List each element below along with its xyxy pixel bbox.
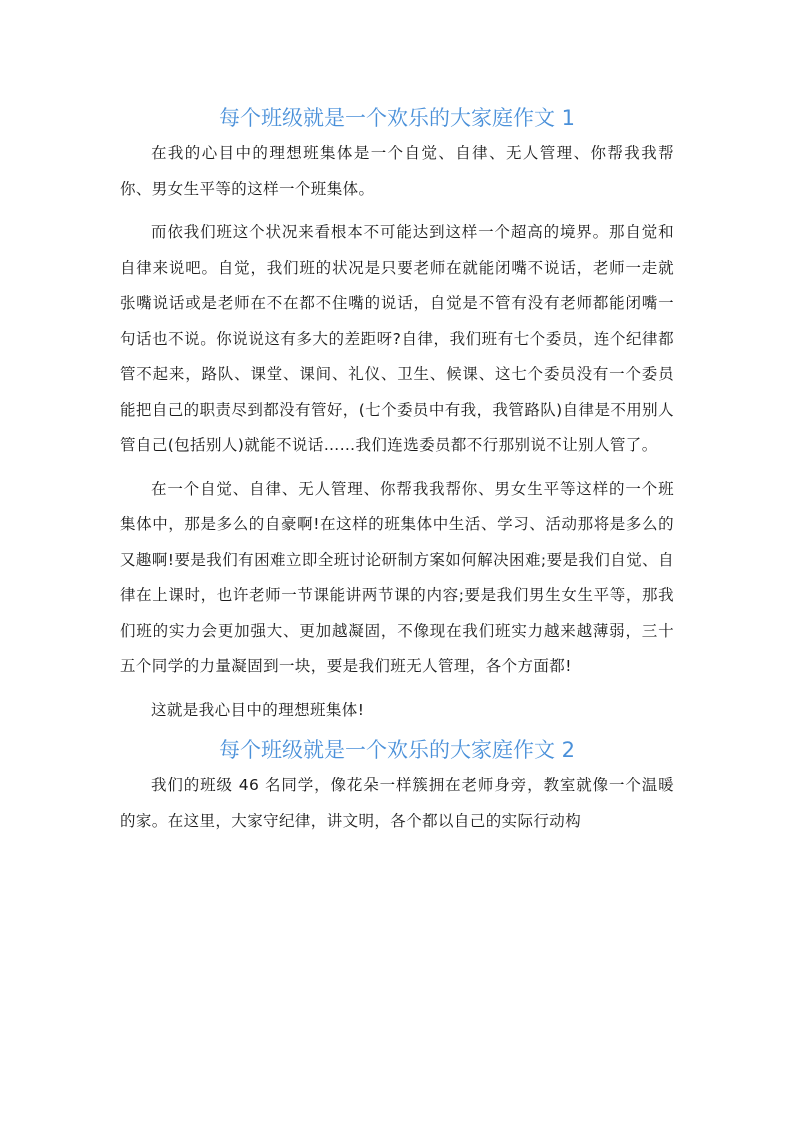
paragraph-2-1: 我们的班级 46 名同学，像花朵一样簇拥在老师身旁，教室就像一个温暖的家。在这里，大家守纪律，讲文明，各个都以自己的实际行动构: [120, 776, 674, 830]
paragraph-1-3: 在一个自觉、自律、无人管理、你帮我我帮你、男女生平等这样的一个班集体中，那是多么的自豪啊!在这样的班集体中生活、学习、活动那将是多么的又趣啊!要是我们有困难立即全班讨论研制方案如何解决困难;要是我们自觉、自律在上课时，也许老师一节课能讲两节课的内容;要是我们男生女生平等，那我们班的实力会更加强大、更加越凝固，不像现在我们班实力越来越薄弱，三十五个同学的力量凝固到一块，要是我们班无人管理，各个方面都!: [120, 479, 674, 675]
paragraph-1-4: 这就是我心目中的理想班集体!: [151, 700, 365, 719]
section-title-2: 每个班级就是一个欢乐的大家庭作文 2: [218, 738, 576, 762]
paragraph-1-1: 在我的心目中的理想班集体是一个自觉、自律、无人管理、你帮我我帮你、男女生平等的这样一个班集体。: [120, 144, 674, 198]
section-title-1: 每个班级就是一个欢乐的大家庭作文 1: [218, 106, 576, 130]
document-page: [120, 100, 674, 847]
paragraph-1-2: 而依我们班这个状况来看根本不可能达到这样一个超高的境界。那自觉和自律来说吧。自觉，我们班的状况是只要老师在就能闭嘴不说话，老师一走就张嘴说话或是老师在不在都不住嘴的说话，自觉是不管有没有老师都能闭嘴一句话也不说。你说说这有多大的差距呀?自律，我们班有七个委员，连个纪律都管不起来，路队、课堂、课间、礼仪、卫生、候课、这七个委员没有一个委员能把自己的职责尽到都没有管好，(七个委员中有我，我管路队)自律是不用别人管自己(包括别人)就能不说话……我们连选委员都不行那别说不让别人管了。: [120, 223, 674, 454]
